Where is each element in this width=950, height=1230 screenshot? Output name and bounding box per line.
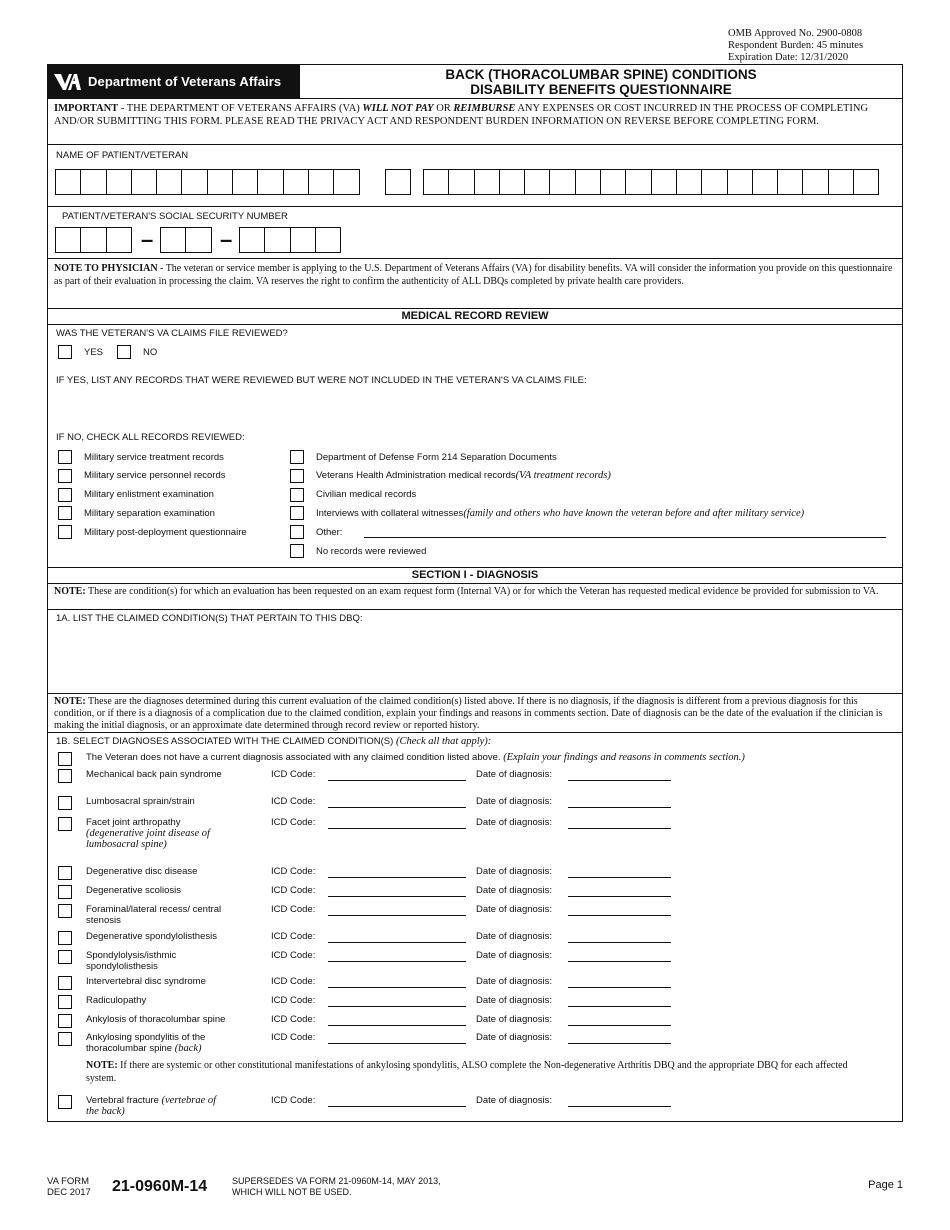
icd-code-label: ICD Code: <box>271 817 316 828</box>
note-3-lead: NOTE: <box>86 1060 118 1071</box>
section-1-note-1 <box>48 584 902 610</box>
icd-code-label: ICD Code: <box>271 950 316 961</box>
first-name-char-box[interactable] <box>80 169 106 195</box>
last-name-char-box[interactable] <box>600 169 626 195</box>
last-name-char-box[interactable] <box>549 169 575 195</box>
ssn-digit-box[interactable] <box>290 227 316 253</box>
q1b-note: (Check all that apply): <box>395 736 492 747</box>
date-of-diagnosis-label: Date of diagnosis: <box>476 1032 553 1043</box>
form-title <box>300 65 902 98</box>
icd-code-field[interactable] <box>328 896 466 897</box>
date-of-diagnosis-label: Date of diagnosis: <box>476 995 553 1006</box>
diagnosis-name: Spondylolysis/isthmic spondylolisthesis <box>86 950 177 972</box>
no-label: NO <box>143 346 158 358</box>
ssn-digit-box[interactable] <box>55 227 81 253</box>
last-name-char-box[interactable] <box>651 169 677 195</box>
first-name-char-box[interactable] <box>257 169 283 195</box>
record-label: Military service treatment records <box>84 451 224 463</box>
last-name-char-box[interactable] <box>448 169 474 195</box>
record-option <box>58 469 226 483</box>
record-label: Military service personnel records <box>84 470 226 482</box>
record-checkbox[interactable] <box>290 488 304 502</box>
no-checkbox[interactable] <box>117 345 131 359</box>
record-option <box>290 488 416 502</box>
q1b-text: 1B. SELECT DIAGNOSES ASSOCIATED WITH THE CLAIMED CONDITION(S) <box>56 736 396 747</box>
no-diagnosis-checkbox[interactable] <box>58 752 72 766</box>
note-2-text: These are the diagnoses determined during this current evaluation of the claimed condition(s) listed above. If there is no diagnosis, if the diagnosis is different from a previous diagnosis for this condition, or if there is a diagnosis of a complication due to the claimed condition, explain your findings and reasons in comments section. Date of diagnosis can be the date of the evaluation if the clinician is making the initial diagnosis, or an approximate date determined through record review or reported history. <box>54 696 883 731</box>
first-name-char-box[interactable] <box>181 169 207 195</box>
last-name-char-box[interactable] <box>828 169 854 195</box>
form-header <box>48 65 902 99</box>
diagnosis-name: Intervertebral disc syndrome <box>86 976 206 987</box>
ssn-part-2[interactable] <box>161 227 212 253</box>
note-3-text: If there are systemic or other constitutional manifestations of ankylosing spondylitis, ALSO complete the Non-degenerative Arthritis DBQ and the appropriate DBQ for each affected system. <box>86 1060 848 1084</box>
ssn-digit-box[interactable] <box>106 227 132 253</box>
diagnosis-name: Ankylosis of thoracolumbar spine <box>86 1014 226 1025</box>
supersedes-line-1: SUPERSEDES VA FORM 21-0960M-14, MAY 2013, <box>232 1176 441 1186</box>
diagnosis-name: Degenerative spondylolisthesis <box>86 931 217 942</box>
last-name-char-box[interactable] <box>752 169 778 195</box>
ssn-part-1[interactable] <box>56 227 132 253</box>
respondent-burden: Respondent Burden: 45 minutes <box>728 40 864 51</box>
icd-code-field[interactable] <box>328 828 466 829</box>
will-not-pay: WILL NOT PAY <box>362 103 434 114</box>
diagnosis-name: Lumbosacral sprain/strain <box>86 796 195 807</box>
section-1-note-2 <box>48 694 902 733</box>
date-of-diagnosis-label: Date of diagnosis: <box>476 769 553 780</box>
section-1-note-3 <box>86 1059 876 1085</box>
record-label: No records were reviewed <box>316 545 427 557</box>
date-of-diagnosis-field[interactable] <box>568 942 671 943</box>
ssn-digit-box[interactable] <box>239 227 265 253</box>
date-of-diagnosis-label: Date of diagnosis: <box>476 976 553 987</box>
diagnosis-checkbox[interactable] <box>58 995 72 1009</box>
ssn-dash-2: – <box>220 227 233 252</box>
icd-code-label: ICD Code: <box>271 995 316 1006</box>
diagnosis-checkbox[interactable] <box>58 817 72 831</box>
record-option <box>58 525 247 539</box>
icd-code-field[interactable] <box>328 987 466 988</box>
last-name-char-box[interactable] <box>625 169 651 195</box>
icd-code-label: ICD Code: <box>271 769 316 780</box>
diagnosis-label <box>86 950 236 972</box>
diagnosis-note: (back) <box>174 1043 202 1054</box>
date-of-diagnosis-label: Date of diagnosis: <box>476 904 553 915</box>
page-number: Page 1 <box>868 1179 903 1191</box>
patient-name-section <box>48 145 902 207</box>
diagnosis-checkbox[interactable] <box>58 931 72 945</box>
record-checkbox[interactable] <box>58 450 72 464</box>
record-label: Department of Defense Form 214 Separation Documents <box>316 451 557 463</box>
ssn-digit-box[interactable] <box>185 227 211 253</box>
agency-name: Department of Veterans Affairs <box>88 74 282 89</box>
important-notice <box>48 99 902 145</box>
middle-initial-char-box[interactable] <box>385 169 411 195</box>
icd-code-field[interactable] <box>328 877 466 878</box>
diagnosis-name: Radiculopathy <box>86 995 147 1006</box>
record-checkbox[interactable] <box>290 506 304 520</box>
date-of-diagnosis-label: Date of diagnosis: <box>476 885 553 896</box>
medical-record-review-bar: MEDICAL RECORD REVIEW <box>48 309 902 325</box>
date-of-diagnosis-label: Date of diagnosis: <box>476 817 553 828</box>
date-of-diagnosis-label: Date of diagnosis: <box>476 1095 553 1106</box>
important-text-2: ANY EXPENSES OR COST INCURRED IN THE PROCESS OF COMPLETING AND/OR SUBMITTING THIS FORM. PLEASE READ THE PRIVACY ACT AND RESPONDENT BURDEN INFORMATION ON REVERSE BEFORE COMPLETING FORM. <box>54 103 869 127</box>
diagnosis-name: Mechanical back pain syndrome <box>86 769 222 780</box>
claims-file-question: WAS THE VETERAN'S VA CLAIMS FILE REVIEWED? <box>56 328 288 339</box>
record-checkbox[interactable] <box>290 450 304 464</box>
va-banner <box>48 65 300 98</box>
diagnosis-checkbox[interactable] <box>58 1014 72 1028</box>
date-of-diagnosis-field[interactable] <box>568 1106 671 1107</box>
first-name-char-box[interactable] <box>207 169 233 195</box>
icd-code-field[interactable] <box>328 1043 466 1044</box>
vertebral-fracture-name: Vertebral fracture <box>86 1095 162 1106</box>
yes-checkbox[interactable] <box>58 345 72 359</box>
first-name-char-box[interactable] <box>55 169 81 195</box>
icd-code-label: ICD Code: <box>271 866 316 877</box>
diagnosis-checkbox[interactable] <box>58 950 72 964</box>
date-of-diagnosis-label: Date of diagnosis: <box>476 950 553 961</box>
icd-code-field[interactable] <box>328 1106 466 1107</box>
date-of-diagnosis-field[interactable] <box>568 961 671 962</box>
last-name-char-box[interactable] <box>676 169 702 195</box>
diagnosis-label <box>86 976 236 987</box>
if-yes-question: IF YES, LIST ANY RECORDS THAT WERE REVIEWED BUT WERE NOT INCLUDED IN THE VETERAN'S VA CLAIMS FILE: <box>56 375 587 386</box>
middle-initial-box[interactable] <box>386 169 411 195</box>
title-line-1: BACK (THORACOLUMBAR SPINE) CONDITIONS <box>445 67 757 82</box>
last-name-char-box[interactable] <box>423 169 449 195</box>
record-label: Military post-deployment questionnaire <box>84 526 247 538</box>
diagnosis-checkbox[interactable] <box>58 885 72 899</box>
record-checkbox[interactable] <box>290 544 304 558</box>
form-number: 21-0960M-14 <box>112 1178 208 1195</box>
last-name-char-box[interactable] <box>777 169 803 195</box>
diagnosis-label <box>86 769 236 780</box>
diagnosis-checkbox[interactable] <box>58 769 72 783</box>
last-name-char-box[interactable] <box>727 169 753 195</box>
ssn-digit-box[interactable] <box>264 227 290 253</box>
record-option <box>290 506 804 520</box>
icd-code-field[interactable] <box>328 961 466 962</box>
diagnosis-name: Foraminal/lateral recess/ central stenosis <box>86 904 222 926</box>
first-name-char-box[interactable] <box>131 169 157 195</box>
last-name-char-box[interactable] <box>575 169 601 195</box>
footer-form-label <box>47 1176 91 1198</box>
record-label: Interviews with collateral witnesses <box>316 507 464 519</box>
ssn-digit-box[interactable] <box>80 227 106 253</box>
dbq-form <box>47 64 903 1122</box>
record-note: (family and others who have known the veteran before and after military service) <box>463 507 805 519</box>
title-line-2: DISABILITY BENEFITS QUESTIONNAIRE <box>470 82 732 97</box>
date-of-diagnosis-field[interactable] <box>568 807 671 808</box>
last-name-char-box[interactable] <box>499 169 525 195</box>
expiration-date: Expiration Date: 12/31/2020 <box>728 52 849 63</box>
diagnosis-label <box>86 885 236 896</box>
ssn-dash-1: – <box>141 227 154 252</box>
ssn-digit-box[interactable] <box>160 227 186 253</box>
record-option <box>290 469 611 483</box>
last-name-char-box[interactable] <box>853 169 879 195</box>
important-or: OR <box>433 103 454 114</box>
date-of-diagnosis-field[interactable] <box>568 1025 671 1026</box>
date-of-diagnosis-label: Date of diagnosis: <box>476 931 553 942</box>
no-diagnosis-label <box>86 752 745 763</box>
ssn-digit-box[interactable] <box>315 227 341 253</box>
date-of-diagnosis-label: Date of diagnosis: <box>476 1014 553 1025</box>
first-name-char-box[interactable] <box>232 169 258 195</box>
date-of-diagnosis-field[interactable] <box>568 1043 671 1044</box>
record-label: Military enlistment examination <box>84 489 214 501</box>
icd-code-label: ICD Code: <box>271 885 316 896</box>
icd-code-field[interactable] <box>328 1025 466 1026</box>
record-label: Civilian medical records <box>316 489 417 501</box>
record-checkbox[interactable] <box>290 525 304 539</box>
diagnosis-checkbox[interactable] <box>58 866 72 880</box>
last-name-char-box[interactable] <box>701 169 727 195</box>
icd-code-field[interactable] <box>328 1006 466 1007</box>
date-of-diagnosis-field[interactable] <box>568 828 671 829</box>
record-checkbox[interactable] <box>290 469 304 483</box>
first-name-char-box[interactable] <box>333 169 359 195</box>
diagnosis-checkbox[interactable] <box>58 796 72 810</box>
supersedes-notice <box>232 1176 441 1198</box>
note-1-lead: NOTE: <box>54 586 86 597</box>
diagnosis-label <box>86 866 236 877</box>
record-note: (VA treatment records) <box>515 470 611 482</box>
first-name-char-box[interactable] <box>308 169 334 195</box>
diagnosis-checkbox[interactable] <box>58 904 72 918</box>
icd-code-field[interactable] <box>328 780 466 781</box>
important-text-1: - THE DEPARTMENT OF VETERANS AFFAIRS (VA) <box>118 103 363 114</box>
icd-code-field[interactable] <box>328 807 466 808</box>
vertebral-fracture-checkbox[interactable] <box>58 1095 72 1109</box>
diagnosis-label <box>86 995 236 1006</box>
important-lead: IMPORTANT <box>54 103 119 114</box>
note-1-text: These are condition(s) for which an evaluation has been requested on an exam request form (Internal VA) or for which the Veteran has requested medical evidence be provided for submission to VA. <box>85 586 879 597</box>
record-label: Military separation examination <box>84 507 215 519</box>
ssn-part-3[interactable] <box>240 227 341 253</box>
diagnosis-label <box>86 796 236 807</box>
omb-info <box>728 28 918 64</box>
diagnoses-section <box>48 733 902 1121</box>
diagnosis-name: Facet joint arthropathy <box>86 817 181 828</box>
icd-code-label: ICD Code: <box>271 931 316 942</box>
last-name-char-box[interactable] <box>474 169 500 195</box>
reimburse: REIMBURSE <box>453 103 516 114</box>
no-diagnosis-text: The Veteran does not have a current diagnosis associated with any claimed condition listed above. <box>86 752 504 763</box>
record-checkbox[interactable] <box>58 525 72 539</box>
record-option <box>290 450 557 464</box>
date-of-diagnosis-field[interactable] <box>568 780 671 781</box>
record-option <box>290 525 342 539</box>
form-date: DEC 2017 <box>47 1187 91 1198</box>
diagnosis-note: (degenerative joint disease of lumbosacral spine) <box>86 828 210 850</box>
medical-record-review-section <box>48 325 902 568</box>
icd-code-label: ICD Code: <box>271 1014 316 1025</box>
diagnosis-name: Degenerative scoliosis <box>86 885 182 896</box>
q1b-label <box>56 736 491 747</box>
date-of-diagnosis-field[interactable] <box>568 1006 671 1007</box>
date-of-diagnosis-field[interactable] <box>568 896 671 897</box>
last-name-char-box[interactable] <box>802 169 828 195</box>
physician-note-lead: NOTE TO PHYSICIAN <box>54 263 158 274</box>
record-checkbox[interactable] <box>58 469 72 483</box>
record-option <box>58 450 224 464</box>
first-name-char-box[interactable] <box>106 169 132 195</box>
last-name-char-box[interactable] <box>524 169 550 195</box>
date-of-diagnosis-field[interactable] <box>568 987 671 988</box>
diagnosis-checkbox[interactable] <box>58 1032 72 1046</box>
icd-code-label: ICD Code: <box>271 976 316 987</box>
diagnosis-checkbox[interactable] <box>58 976 72 990</box>
diagnosis-label <box>86 1014 236 1025</box>
va-form-text: VA FORM <box>47 1176 90 1187</box>
record-label: Other: <box>316 526 343 538</box>
vertebral-fracture-label <box>86 1095 226 1117</box>
date-of-diagnosis-field[interactable] <box>568 915 671 916</box>
record-label: Veterans Health Administration medical records <box>316 470 516 482</box>
omb-number: OMB Approved No. 2900-0808 <box>728 28 863 39</box>
record-option <box>58 506 215 520</box>
date-of-diagnosis-label: Date of diagnosis: <box>476 796 553 807</box>
supersedes-line-2: WHICH WILL NOT BE USED. <box>232 1187 352 1197</box>
va-logo-icon <box>52 71 82 93</box>
physician-note-text: - The veteran or service member is applying to the U.S. Department of Veterans Affairs (VA) for disability benefits. VA will consider the information you provide on this questionnaire as part of their evaluation in processing the claim. VA reserves the right to confirm the authenticity of ALL DBQs completed by private health care providers. <box>54 263 893 287</box>
icd-code-label: ICD Code: <box>271 796 316 807</box>
diagnosis-label <box>86 931 236 942</box>
icd-code-field[interactable] <box>328 915 466 916</box>
patient-name-label: NAME OF PATIENT/VETERAN <box>56 150 189 161</box>
last-name-boxes[interactable] <box>424 169 879 195</box>
first-name-char-box[interactable] <box>283 169 309 195</box>
diagnosis-name: Degenerative disc disease <box>86 866 198 877</box>
first-name-char-box[interactable] <box>156 169 182 195</box>
no-diagnosis-note: (Explain your findings and reasons in comments section.) <box>503 752 745 763</box>
record-option <box>58 488 214 502</box>
date-of-diagnosis-field[interactable] <box>568 877 671 878</box>
icd-code-field[interactable] <box>328 942 466 943</box>
diagnosis-label <box>86 1032 236 1054</box>
other-records-line[interactable] <box>364 537 886 538</box>
page-footer <box>47 1175 903 1205</box>
diagnosis-label <box>86 904 236 926</box>
note-2-lead: NOTE: <box>54 696 86 707</box>
record-checkbox[interactable] <box>58 506 72 520</box>
diagnosis-label <box>86 817 226 850</box>
ssn-label: PATIENT/VETERAN'S SOCIAL SECURITY NUMBER <box>62 211 288 222</box>
physician-note <box>48 259 902 309</box>
if-no-question: IF NO, CHECK ALL RECORDS REVIEWED: <box>56 432 245 443</box>
yes-label: YES <box>84 346 104 358</box>
record-checkbox[interactable] <box>58 488 72 502</box>
vertebral-fracture-note: (vertebrae of the back) <box>86 1095 217 1117</box>
icd-code-label: ICD Code: <box>271 1095 316 1106</box>
icd-code-label: ICD Code: <box>271 904 316 915</box>
claimed-conditions-section[interactable] <box>48 610 902 694</box>
record-option <box>290 544 426 558</box>
ssn-section <box>48 207 902 259</box>
q1a-label: 1A. LIST THE CLAIMED CONDITION(S) THAT PERTAIN TO THIS DBQ: <box>56 613 363 624</box>
date-of-diagnosis-label: Date of diagnosis: <box>476 866 553 877</box>
first-name-boxes[interactable] <box>56 169 360 195</box>
section-1-bar: SECTION I - DIAGNOSIS <box>48 568 902 584</box>
diagnosis-name: Ankylosing spondylitis of the thoracolumbar spine <box>86 1032 206 1054</box>
icd-code-label: ICD Code: <box>271 1032 316 1043</box>
